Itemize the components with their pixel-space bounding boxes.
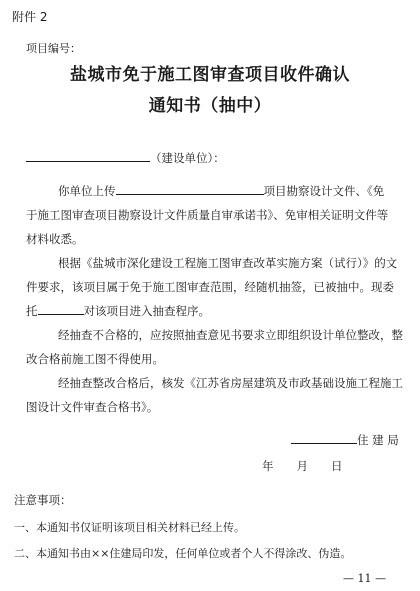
paragraph-2-line3 — [26, 303, 210, 319]
signature-org-line — [291, 432, 399, 448]
signature-org: 住 建 局 — [357, 433, 399, 447]
p2-line3-lead: 托 — [26, 304, 38, 318]
project-number-label: 项目编号： — [26, 42, 81, 55]
addressee-blank — [26, 150, 150, 162]
notes-heading: 注意事项： — [14, 493, 72, 507]
paragraph-3-line1: 经抽查不合格的，应按照抽查意见书要求立即组织设计单位整改，整 — [58, 328, 403, 342]
document-title-line1: 盐城市免于施工图审查项目收件确认 — [70, 65, 350, 85]
paragraph-1-line2: 于施工图审查项目勘察设计文件质量自审承诺书》、免审相关证明文件等 — [26, 208, 389, 222]
paragraph-4-line1: 经抽查整改合格后，核发《江苏省房屋建筑及市政基础设施工程施工 — [58, 376, 403, 390]
project-name-blank — [116, 183, 264, 195]
paragraph-2-line1: 根据《盐城市深化建设工程施工图审查改革实施方案（试行）》的文 — [58, 256, 398, 270]
paragraph-1-line3: 材料收悉。 — [26, 232, 84, 246]
document-title-line2: 通知书（抽中） — [148, 96, 272, 116]
paragraph-1-line1 — [58, 183, 384, 199]
paragraph-4-line2: 图设计文件审查合格书》。 — [26, 400, 159, 414]
addressee-label: （建设单位）： — [150, 151, 225, 165]
p2-line3-rest: 对该项目进入抽查程序。 — [83, 304, 210, 318]
notes-item-2: 二、本通知书由××住建局印发，任何单位或者个人不得涂改、伪造。 — [14, 547, 352, 560]
p1-lead: 你单位上传 — [58, 184, 116, 198]
p1-rest: 项目勘察设计文件、《免 — [263, 184, 385, 198]
page-number: — 11 — — [343, 572, 386, 585]
paragraph-2-line2: 件要求，该项目属于免于施工图审查范围，经随机抽签，已被抽中。现委 — [26, 280, 394, 294]
addressee-line — [26, 150, 225, 166]
notes-item-1: 一、本通知书仅证明该项目相关材料已经上传。 — [14, 521, 245, 534]
paragraph-3-line2: 改合格前施工图不得使用。 — [26, 352, 164, 366]
entrusted-agency-blank — [38, 303, 84, 315]
signature-blank — [291, 432, 357, 444]
signature-date: 年 月 日 — [262, 459, 343, 473]
attachment-label: 附件 2 — [12, 10, 48, 24]
